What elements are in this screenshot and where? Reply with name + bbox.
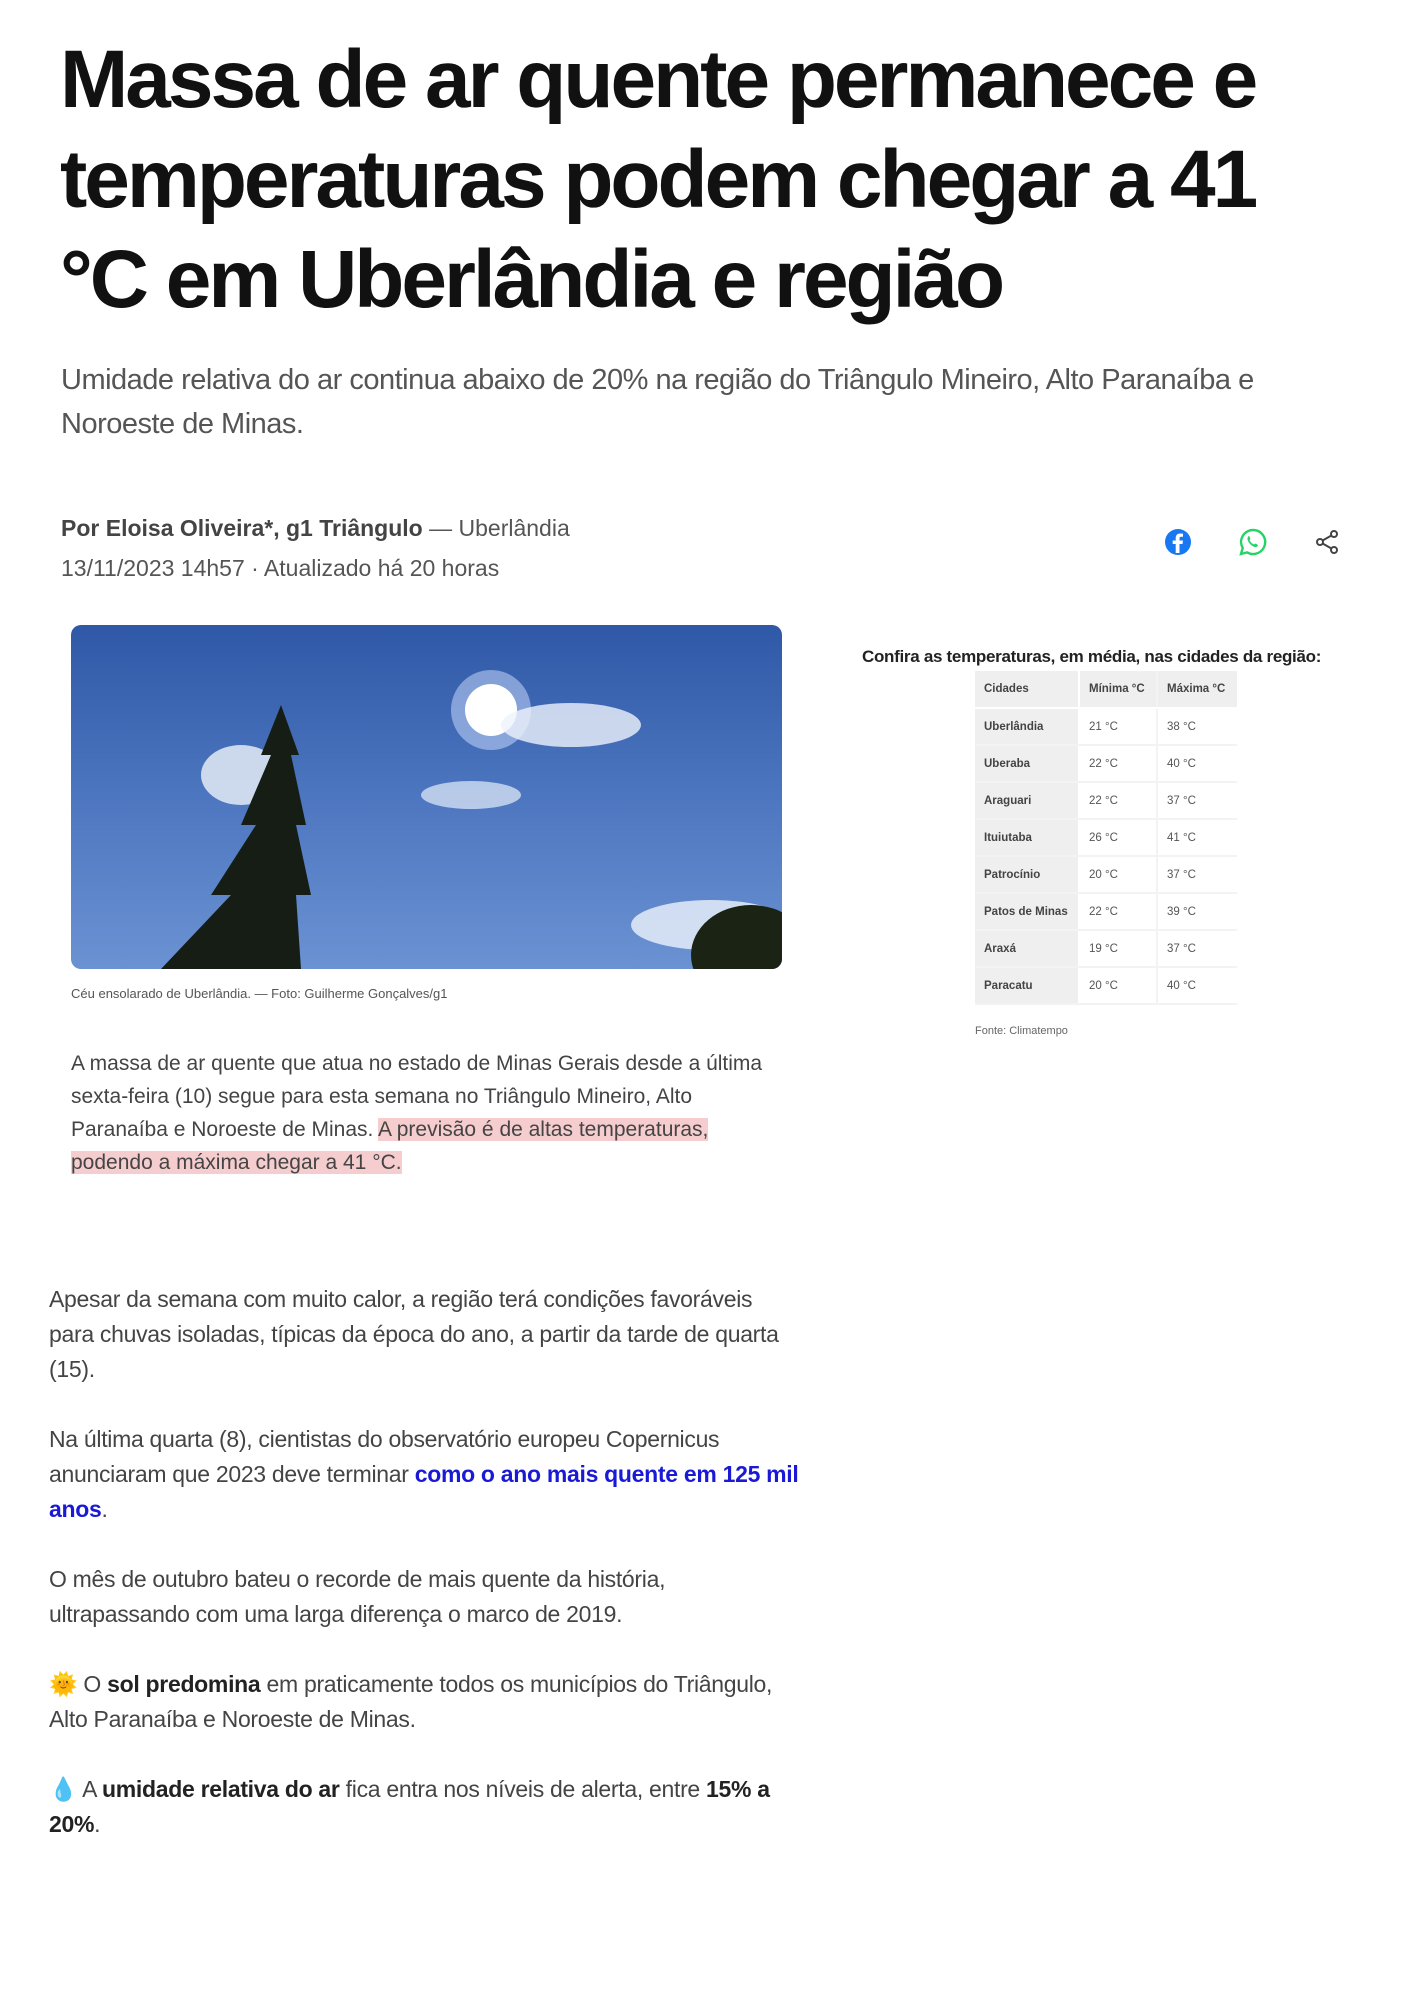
text: . — [94, 1811, 101, 1837]
paragraph — [49, 1667, 799, 1737]
table-cell: 20 °C — [1079, 967, 1157, 1004]
table-row — [975, 930, 1237, 967]
table-cell: 37 °C — [1157, 930, 1237, 967]
location: — Uberlândia — [422, 515, 570, 541]
table-cell: 22 °C — [1079, 745, 1157, 782]
table-cell: 40 °C — [1157, 745, 1237, 782]
share-icon[interactable] — [1311, 526, 1343, 558]
table-cell: 41 °C — [1157, 819, 1237, 856]
paragraph — [49, 1422, 799, 1527]
article-link[interactable]: como o ano mais quente em 125 mil anos — [49, 1461, 799, 1522]
table-row — [975, 708, 1237, 745]
table-cell: 26 °C — [1079, 819, 1157, 856]
byline — [61, 508, 570, 588]
table-cell: Paracatu — [975, 967, 1079, 1004]
paragraph — [49, 1772, 799, 1842]
table-cell: 19 °C — [1079, 930, 1157, 967]
bold-text: 15% a 20% — [49, 1776, 770, 1837]
table-cell: 40 °C — [1157, 967, 1237, 1004]
headline: Massa de ar quente permanece e temperaturas podem chegar a 41 °C em Uberlândia e região — [60, 34, 1256, 325]
paragraph: Apesar da semana com muito calor, a região terá condições favoráveis para chuvas isoladas, típicas da época do ano, a partir da tarde de quarta (15). — [49, 1286, 779, 1382]
column-header: Cidades — [975, 671, 1079, 708]
publish-date: 13/11/2023 14h57 · Atualizado há 20 horas — [61, 555, 500, 581]
temperature-table — [975, 671, 1237, 1005]
highlighted-text: A previsão é de altas temperaturas, podendo a máxima chegar a 41 °C. — [71, 1118, 709, 1174]
table-row — [975, 967, 1237, 1004]
table-cell: 37 °C — [1157, 782, 1237, 819]
text: em praticamente todos os municípios do Triângulo, Alto Paranaíba e Noroeste de Minas. — [49, 1671, 773, 1732]
table-cell: 39 °C — [1157, 893, 1237, 930]
column-header: Máxima °C — [1157, 671, 1237, 708]
table-row — [975, 819, 1237, 856]
article-body — [49, 1282, 799, 1877]
table-header-row — [975, 671, 1237, 708]
table-cell: 22 °C — [1079, 782, 1157, 819]
table-cell: Patrocínio — [975, 856, 1079, 893]
text: A — [77, 1776, 103, 1802]
table-row — [975, 782, 1237, 819]
droplet-icon: 💧 — [49, 1776, 78, 1802]
table-row — [975, 856, 1237, 893]
subtitle: Umidade relativa do ar continua abaixo de 20% na região do Triângulo Mineiro, Alto Paranaíba e Noroeste de Minas. — [61, 364, 1254, 440]
text: O — [77, 1671, 108, 1697]
lead-paragraph — [71, 1047, 791, 1179]
table-cell: Patos de Minas — [975, 893, 1079, 930]
bold-text: sol predomina — [107, 1671, 261, 1697]
table-caption: Confira as temperaturas, em média, nas cidades da região: — [862, 647, 1322, 666]
table-row — [975, 893, 1237, 930]
photo-caption: Céu ensolarado de Uberlândia. — Foto: Guilherme Gonçalves/g1 — [71, 986, 448, 1001]
table-cell: 22 °C — [1079, 893, 1157, 930]
paragraph: O mês de outubro bateu o recorde de mais quente da história, ultrapassando com uma larga diferença o marco de 2019. — [49, 1566, 666, 1627]
column-header: Mínima °C — [1079, 671, 1157, 708]
sun-icon: 🌞 — [49, 1671, 78, 1697]
table-cell: 38 °C — [1157, 708, 1237, 745]
table-row — [975, 745, 1237, 782]
table-cell: 21 °C — [1079, 708, 1157, 745]
text: . — [101, 1496, 108, 1522]
table-cell: 37 °C — [1157, 856, 1237, 893]
text: fica entra nos níveis de alerta, entre — [339, 1776, 707, 1802]
text: Na última quarta (8), cientistas do observatório europeu Copernicus anunciaram que 2023 deve terminar — [49, 1426, 720, 1487]
table-cell: Araguari — [975, 782, 1079, 819]
table-cell: Araxá — [975, 930, 1079, 967]
table-cell: Uberaba — [975, 745, 1079, 782]
lead-text: A massa de ar quente que atua no estado de Minas Gerais desde a última sexta-feira (10) segue para esta semana no Triângulo Mineiro, Alto Paranaíba e Noroeste de Minas. — [71, 1052, 763, 1141]
table-cell: Ituiutaba — [975, 819, 1079, 856]
table-cell: Uberlândia — [975, 708, 1079, 745]
author[interactable]: Por Eloisa Oliveira*, g1 Triângulo — [61, 515, 423, 541]
whatsapp-icon[interactable] — [1237, 526, 1269, 558]
table-cell: 20 °C — [1079, 856, 1157, 893]
article-photo — [71, 625, 782, 969]
facebook-icon[interactable] — [1162, 526, 1194, 558]
table-source: Fonte: Climatempo — [975, 1025, 1068, 1037]
bold-text: umidade relativa do ar — [102, 1776, 340, 1802]
